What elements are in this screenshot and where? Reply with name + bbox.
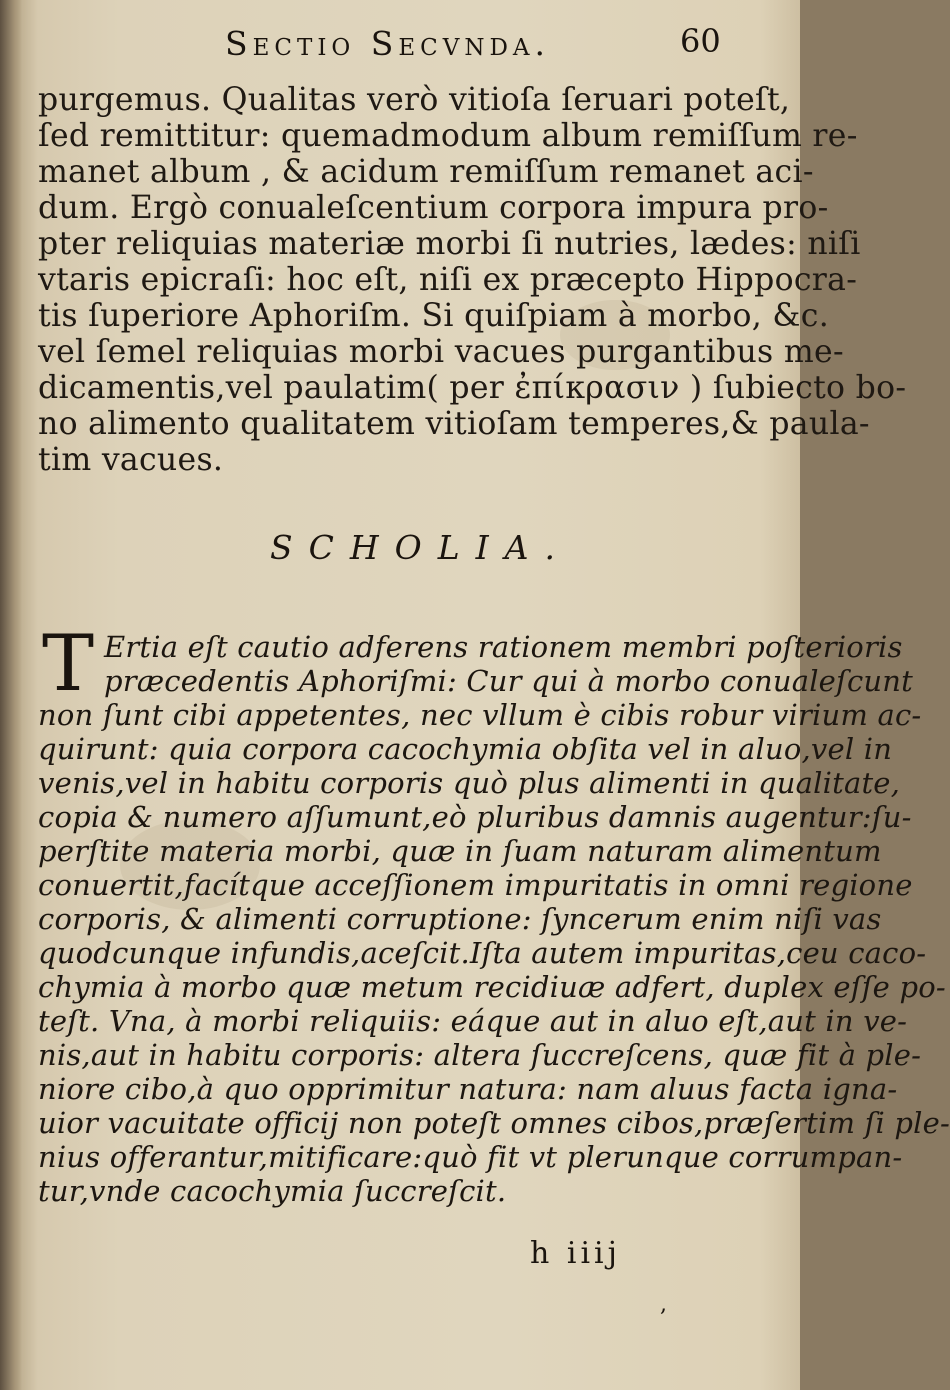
ink-speck: , [660,1292,667,1317]
text-line: copia & numero aſſumunt,eò pluribus damnis augentur:ſu- [38,800,912,834]
text-line: venis,vel in habitu corporis quò plus alimenti in qualitate, [38,766,901,800]
text-line: Ertia eſt cautio adferens rationem membri poſterioris [104,630,903,664]
text-line: nius offerantur,mitificare:quò fit vt plerunque corrumpan- [38,1140,903,1174]
drop-cap: T [42,619,95,709]
running-head: Sectio Secvnda. [225,24,551,63]
text-line: purgemus. Qualitas verò vitioſa ſeruari poteſt, [38,82,791,118]
text-line: ſed remittitur: quemadmodum album remiſſum re- [38,118,858,154]
text-line: uior vacuitate officij non poteſt omnes cibos,præſertim ſi ple- [38,1106,950,1140]
text-line: corporis, & alimenti corruptione: ſyncerum enim niſi vas [38,902,882,936]
text-line: dicamentis,vel paulatim( per ἐπίκρασιν ) ſubiecto bo- [38,370,907,406]
text-line: perſtite materia morbi, quæ in ſuam naturam alimentum [38,834,882,868]
text-line: quirunt: quia corpora cacochymia obſita vel in aluo,vel in [38,732,893,766]
section-title: SCHOLIA. [270,528,571,567]
text-line: chymia à morbo quæ metum recidiuæ adfert, duplex eſſe po- [38,970,946,1004]
text-line: manet album , & acidum remiſſum remanet aci- [38,154,814,190]
text-line: niore cibo,à quo opprimitur natura: nam aluus facta igna- [38,1072,898,1106]
text-line: præcedentis Aphoriſmi: Cur qui à morbo conualeſcunt [104,664,914,698]
text-line: pter reliquias materiæ morbi ſi nutries, lædes: niſi [38,226,861,262]
text-line: conuertit,facítque acceſſionem impuritatis in omni regione [38,868,913,902]
text-line: tur,vnde cacochymia ſuccreſcit. [38,1174,507,1208]
text-line: dum. Ergò conualeſcentium corpora impura pro- [38,190,829,226]
text-line: no alimento qualitatem vitioſam temperes,& paula- [38,406,870,442]
signature-mark: h iiij [530,1236,621,1271]
book-spine-shadow [0,0,22,1390]
page-number: 60 [680,22,721,60]
text-line: vtaris epicraſi: hoc eſt, niſi ex præcepto Hippocra- [38,262,858,298]
text-line: quodcunque infundis,aceſcit.Iſta autem impuritas,ceu caco- [38,936,927,970]
text-line: teſt. Vna, à morbi reliquiis: eáque aut in aluo eſt,aut in ve- [38,1004,908,1038]
text-line: nis,aut in habitu corporis: altera ſuccreſcens, quæ fit à ple- [38,1038,922,1072]
text-line: tis ſuperiore Aphoriſm. Si quiſpiam à morbo, &c. [38,298,830,334]
text-line: tim vacues. [38,442,224,478]
text-line: vel ſemel reliquias morbi vacues purgantibus me- [38,334,844,370]
page-header [0,18,800,68]
text-line: non ſunt cibi appetentes, nec vllum è cibis robur virium ac- [38,698,922,732]
